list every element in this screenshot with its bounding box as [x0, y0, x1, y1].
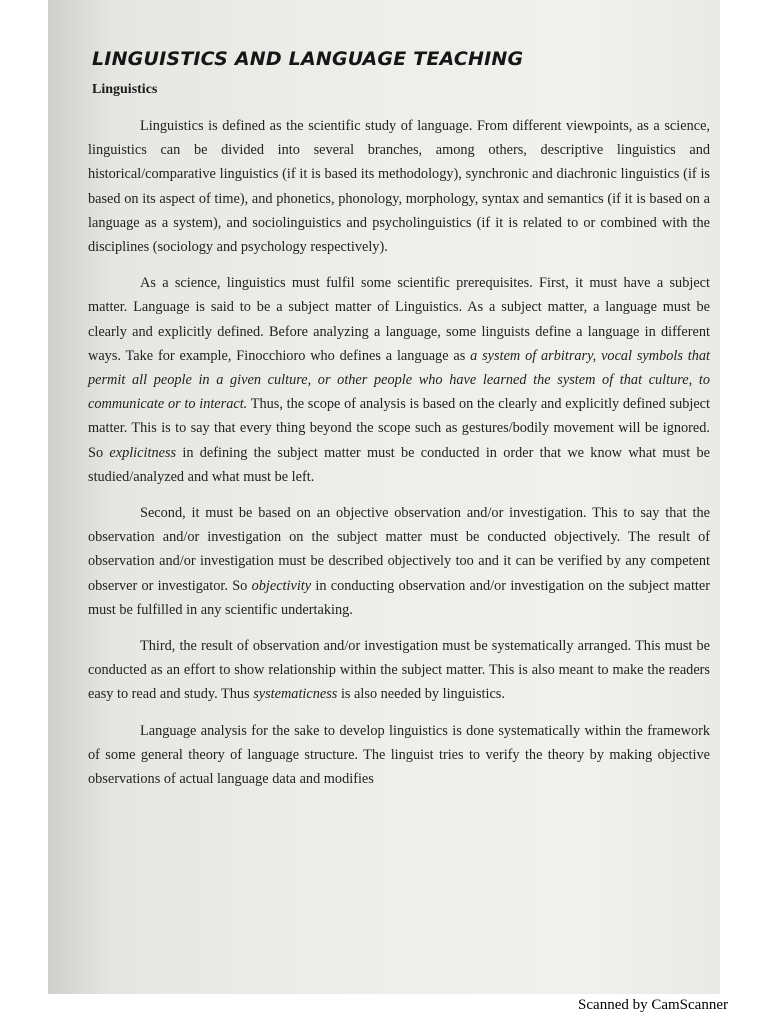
document-title: LINGUISTICS AND LANGUAGE TEACHING: [92, 48, 524, 70]
text-segment: Language analysis for the sake to develop linguistics is done systematically within the framework of some general theory of language structure. The linguist tries to verify the theory by making objective observations of actual language data and modifies: [88, 722, 710, 788]
italic-text: objectivity: [251, 577, 312, 594]
italic-text: a system of arbitrary, vocal symbols that permit all people in a given culture, or other people who have learned the system of that culture, to communicate or to interact.: [88, 347, 711, 413]
body-text: [88, 114, 710, 791]
text-segment: As a science, linguistics must fulfil some scientific prerequisites. First, it must have a subject matter. Language is said to be a subject matter of Linguistics. As a subject matter, a language must be clearly and explicitly defined. Before analyzing a language, some linguists define a language in different ways. Take for example, Finocchioro who defines a language as: [88, 275, 710, 364]
section-heading: Linguistics: [92, 82, 158, 97]
text-segment: Linguistics is defined as the scientific study of language. From different viewpoints, as a science, linguistics can be divided into several branches, among others, descriptive linguistics and historical/comparative linguistics (if it is based its methodology), synchronic and diachronic linguistics (if is based on its aspect of time), and phonetics, phonology, morphology, syntax and semantics (if it is based on a language as a system), and sociolinguistics and psycholinguistics (if it is related to or combined with the disciplines (sociology and psychology respectively).: [88, 118, 710, 256]
text-segment: Thus, the scope of analysis is based on the clearly and explicitly defined subject matter. This is to say that every thing beyond the scope such as gestures/bodily movement will be ignored. So: [88, 396, 710, 461]
paragraph: [88, 271, 710, 489]
paragraph: [88, 114, 710, 259]
scanned-page: [48, 0, 720, 994]
text-segment: is also needed by linguistics.: [337, 686, 505, 703]
text-segment: in conducting observation and/or investigation on the subject matter must be fulfilled in any scientific undertaking.: [88, 577, 710, 618]
italic-text: systematicness: [253, 686, 338, 703]
paragraph: [88, 634, 710, 707]
text-segment: in defining the subject matter must be conducted in order that we know what must be studied/analyzed and what must be left.: [88, 444, 710, 485]
paragraph: [88, 501, 710, 622]
text-segment: Second, it must be based on an objective observation and/or investigation. This to say that the observation and/or investigation on the subject matter must be conducted objectively. The result of observation and/or investigation must be described objectively too and it can be verified by any competent observer or investigator. So: [88, 505, 710, 594]
italic-text: explicitness: [109, 444, 177, 461]
page-content: [88, 48, 710, 803]
paragraph: [88, 719, 710, 792]
text-segment: Third, the result of observation and/or investigation must be systematically arranged. This must be conducted as an effort to show relationship within the subject matter. This is also meant to make the readers easy to read and study. Thus: [88, 638, 710, 703]
scanner-watermark: Scanned by CamScanner: [578, 997, 728, 1013]
